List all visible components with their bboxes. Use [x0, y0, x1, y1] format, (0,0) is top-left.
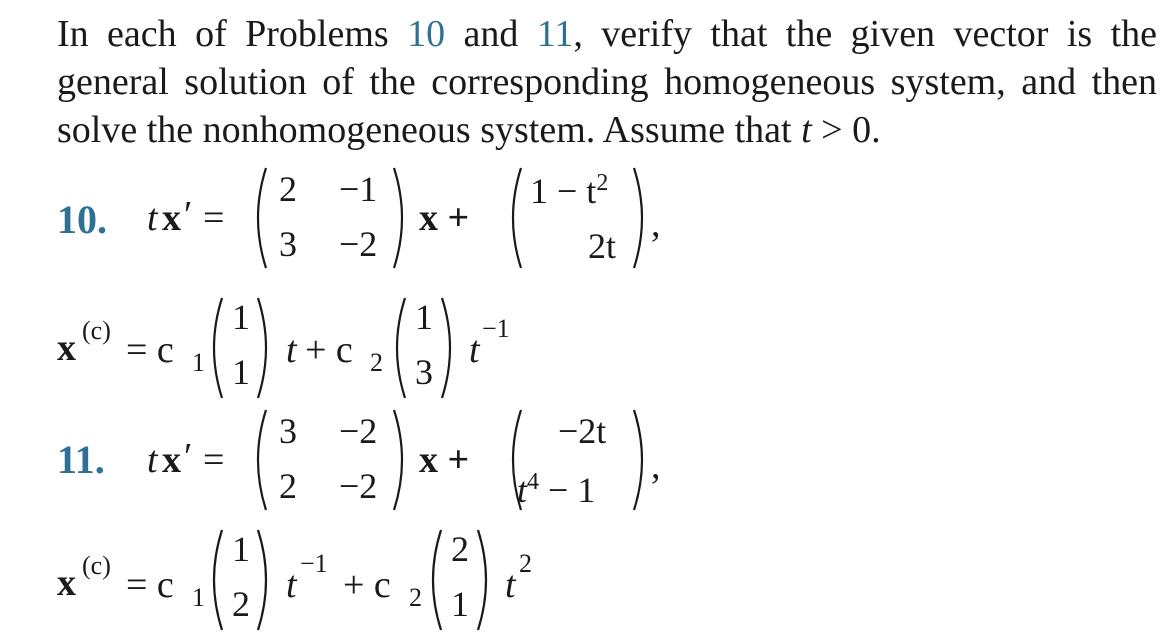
vector-bottom: 2t [588, 226, 617, 266]
matrix-cell: 2 [279, 169, 297, 209]
vector-cell: 2 [451, 529, 469, 569]
left-paren-icon [248, 408, 268, 512]
matrix-cell: −2 [339, 411, 378, 451]
matrix-cell: −2 [339, 466, 378, 506]
left-paren-icon [248, 166, 268, 270]
right-paren-icon [476, 528, 496, 632]
instructions-line-3: solve the nonhomogeneous system. Assume that t > 0. [57, 109, 881, 151]
vector-cell: 1 [232, 352, 250, 392]
vector-bottom: $t^4 - 1$ [517, 469, 596, 510]
instructions-paragraph [57, 10, 1157, 154]
right-paren-icon [632, 408, 652, 512]
vector-top: −2t [558, 411, 607, 451]
textbook-page: In each of Problems 10 and 11, verify that the given vector is the general solution of the corresponding homogeneous system, and then solve the nonhomogeneous system. Assume that t > 0. 10. t x ′ = 2 −1 3 −2 x + $1 - t^2$ 2t , x (c) = c 1 1 1 t + c 2 1 3 t −1 11. t x ′ = 3 −2 2 −2 x + −2t $t^4 - 1$ , x (c) = c 1 1 2 t −1 + c 2 2 1 t 2 [0, 0, 1172, 633]
right-paren-icon [256, 528, 276, 632]
instructions-line-2: general solution of the corresponding homogeneous system, and then [57, 61, 1157, 103]
right-paren-icon [392, 408, 412, 512]
right-paren-icon [440, 296, 460, 400]
vector-cell: 1 [232, 297, 250, 337]
left-paren-icon [423, 528, 443, 632]
instructions-line-1: In each of Problems 10 and 11, verify that the given vector is the [57, 13, 1157, 55]
vector-cell: 2 [232, 584, 250, 624]
vector-cell: 3 [415, 352, 433, 392]
matrix-cell: 2 [279, 466, 297, 506]
matrix-cell: 3 [279, 224, 297, 264]
left-paren-icon [387, 296, 407, 400]
matrix-cell: 3 [279, 411, 297, 451]
vector-cell: 1 [232, 529, 250, 569]
right-paren-icon [256, 296, 276, 400]
left-paren-icon [204, 296, 224, 400]
solution-x: x [57, 562, 76, 604]
problem-10-link[interactable]: 10 [407, 13, 446, 55]
right-paren-icon [632, 166, 652, 270]
matrix-cell: −1 [339, 169, 378, 209]
right-paren-icon [392, 166, 412, 270]
matrix-cell: −2 [339, 224, 378, 264]
vector-cell: 1 [415, 297, 433, 337]
vector-cell: 1 [451, 584, 469, 624]
left-paren-icon [503, 166, 523, 270]
vector-top: $1 - t^2$ [530, 170, 609, 211]
problem-11-number: 11. [57, 437, 105, 482]
solution-x: x [57, 327, 76, 369]
left-paren-icon [204, 528, 224, 632]
problem-11-link[interactable]: 11 [536, 13, 574, 55]
problem-10-number: 10. [57, 197, 107, 242]
